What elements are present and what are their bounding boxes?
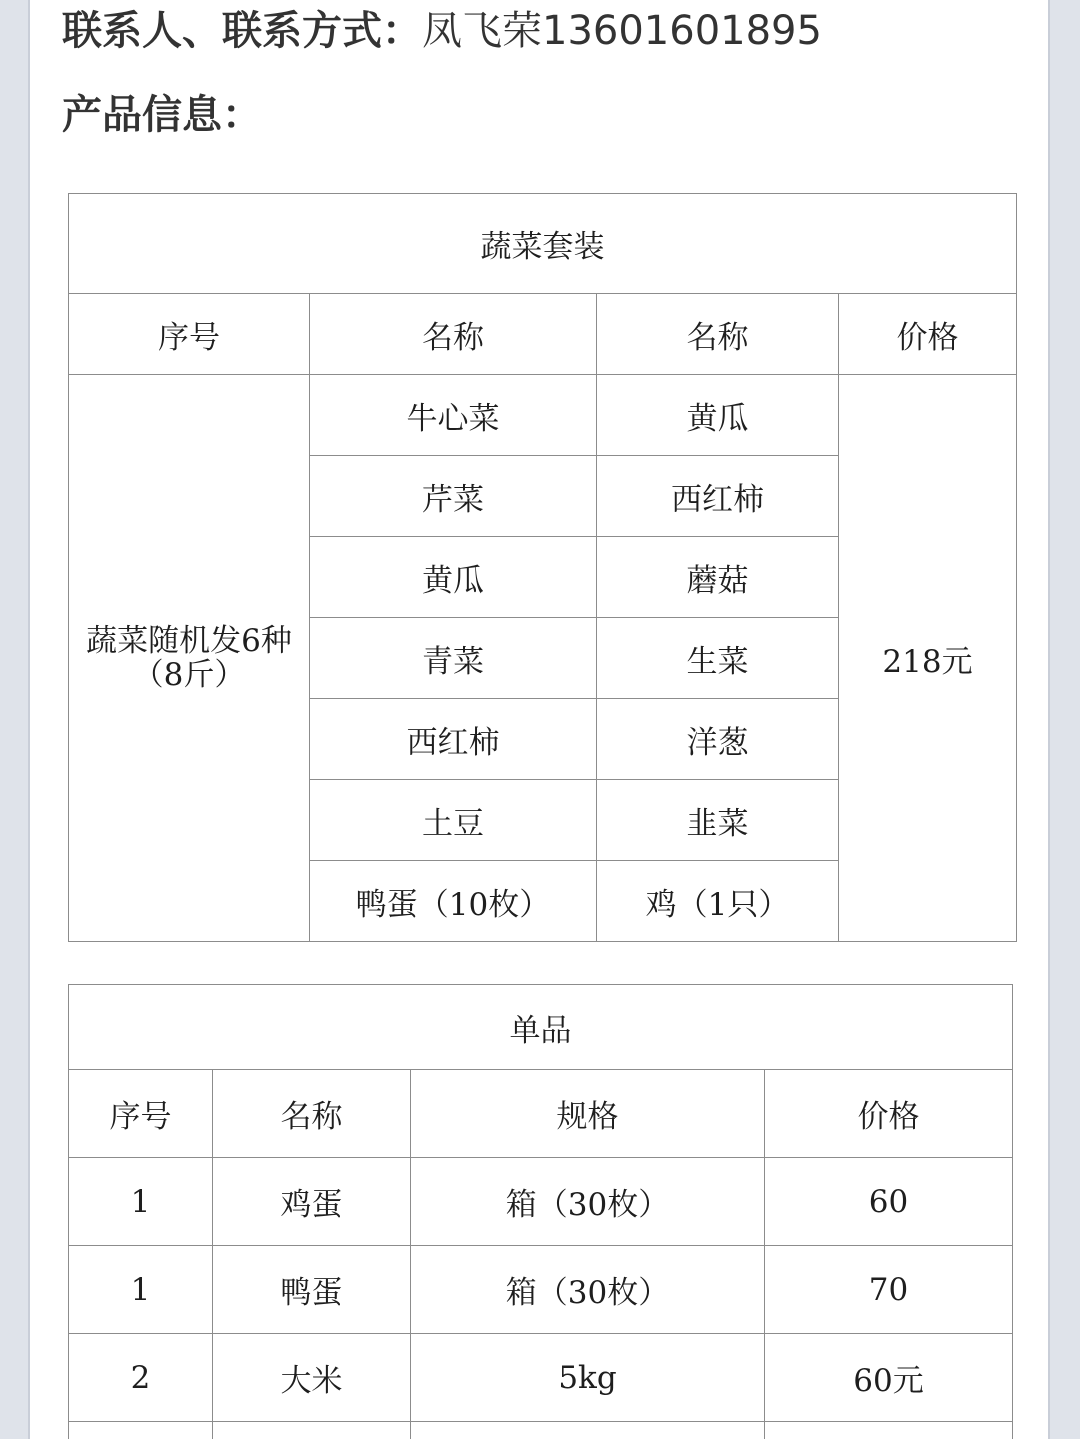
single-items-title: 单品: [69, 985, 1013, 1070]
single-cell-name: 鸭蛋: [213, 1246, 411, 1334]
vegetable-set-title: 蔬菜套装: [69, 194, 1017, 294]
contact-label: 联系人、联系方式：: [62, 8, 422, 54]
single-cell-name: 大米: [213, 1334, 411, 1422]
single-cell-index: 2: [69, 1334, 213, 1422]
veg-item: 牛心菜: [310, 375, 597, 456]
table-row: [69, 1246, 1013, 1334]
table-row: [69, 1158, 1013, 1246]
set-price-cell: 218元: [839, 375, 1017, 942]
document-page: [28, 0, 1050, 1439]
single-cell-index: 1: [69, 1158, 213, 1246]
product-info-label: 产品信息：: [62, 92, 262, 138]
veg-item: 芹菜: [310, 456, 597, 537]
veg-item: 生菜: [597, 618, 839, 699]
single-cell-spec: 箱（30枚）: [411, 1246, 765, 1334]
single-items-table: [68, 984, 1013, 1439]
veg-item: 鸡（1只）: [597, 861, 839, 942]
single-cell-spec: 箱（30枚）: [411, 1158, 765, 1246]
veg-header-index: 序号: [69, 294, 310, 375]
veg-header-name-2: 名称: [597, 294, 839, 375]
veg-item: 黄瓜: [310, 537, 597, 618]
contact-line: [62, 6, 822, 56]
veg-item: 洋葱: [597, 699, 839, 780]
single-cell-index: [69, 1422, 213, 1439]
single-header-name: 名称: [213, 1070, 411, 1158]
single-cell-price: 70: [765, 1246, 1013, 1334]
veg-item: 青菜: [310, 618, 597, 699]
table-row: [69, 1422, 1013, 1439]
single-header-index: 序号: [69, 1070, 213, 1158]
contact-value: 凤飞荣13601601895: [422, 8, 822, 54]
veg-item: 鸭蛋（10枚）: [310, 861, 597, 942]
single-header-price: 价格: [765, 1070, 1013, 1158]
table-row: [69, 1334, 1013, 1422]
single-cell-spec: [411, 1422, 765, 1439]
single-cell-price: [765, 1422, 1013, 1439]
single-cell-name: 鸡蛋: [213, 1158, 411, 1246]
veg-header-name-1: 名称: [310, 294, 597, 375]
set-name-cell: 蔬菜随机发6种（8斤）: [69, 375, 310, 942]
single-header-spec: 规格: [411, 1070, 765, 1158]
veg-header-price: 价格: [839, 294, 1017, 375]
veg-item: 蘑菇: [597, 537, 839, 618]
single-cell-price: 60: [765, 1158, 1013, 1246]
veg-item: 韭菜: [597, 780, 839, 861]
vegetable-set-table: [68, 193, 1017, 942]
single-cell-spec: 5kg: [411, 1334, 765, 1422]
single-cell-name: [213, 1422, 411, 1439]
single-cell-price: 60元: [765, 1334, 1013, 1422]
veg-item: 土豆: [310, 780, 597, 861]
single-cell-index: 1: [69, 1246, 213, 1334]
product-info-heading: [62, 90, 262, 140]
veg-item: 西红柿: [597, 456, 839, 537]
veg-item: 西红柿: [310, 699, 597, 780]
veg-item: 黄瓜: [597, 375, 839, 456]
